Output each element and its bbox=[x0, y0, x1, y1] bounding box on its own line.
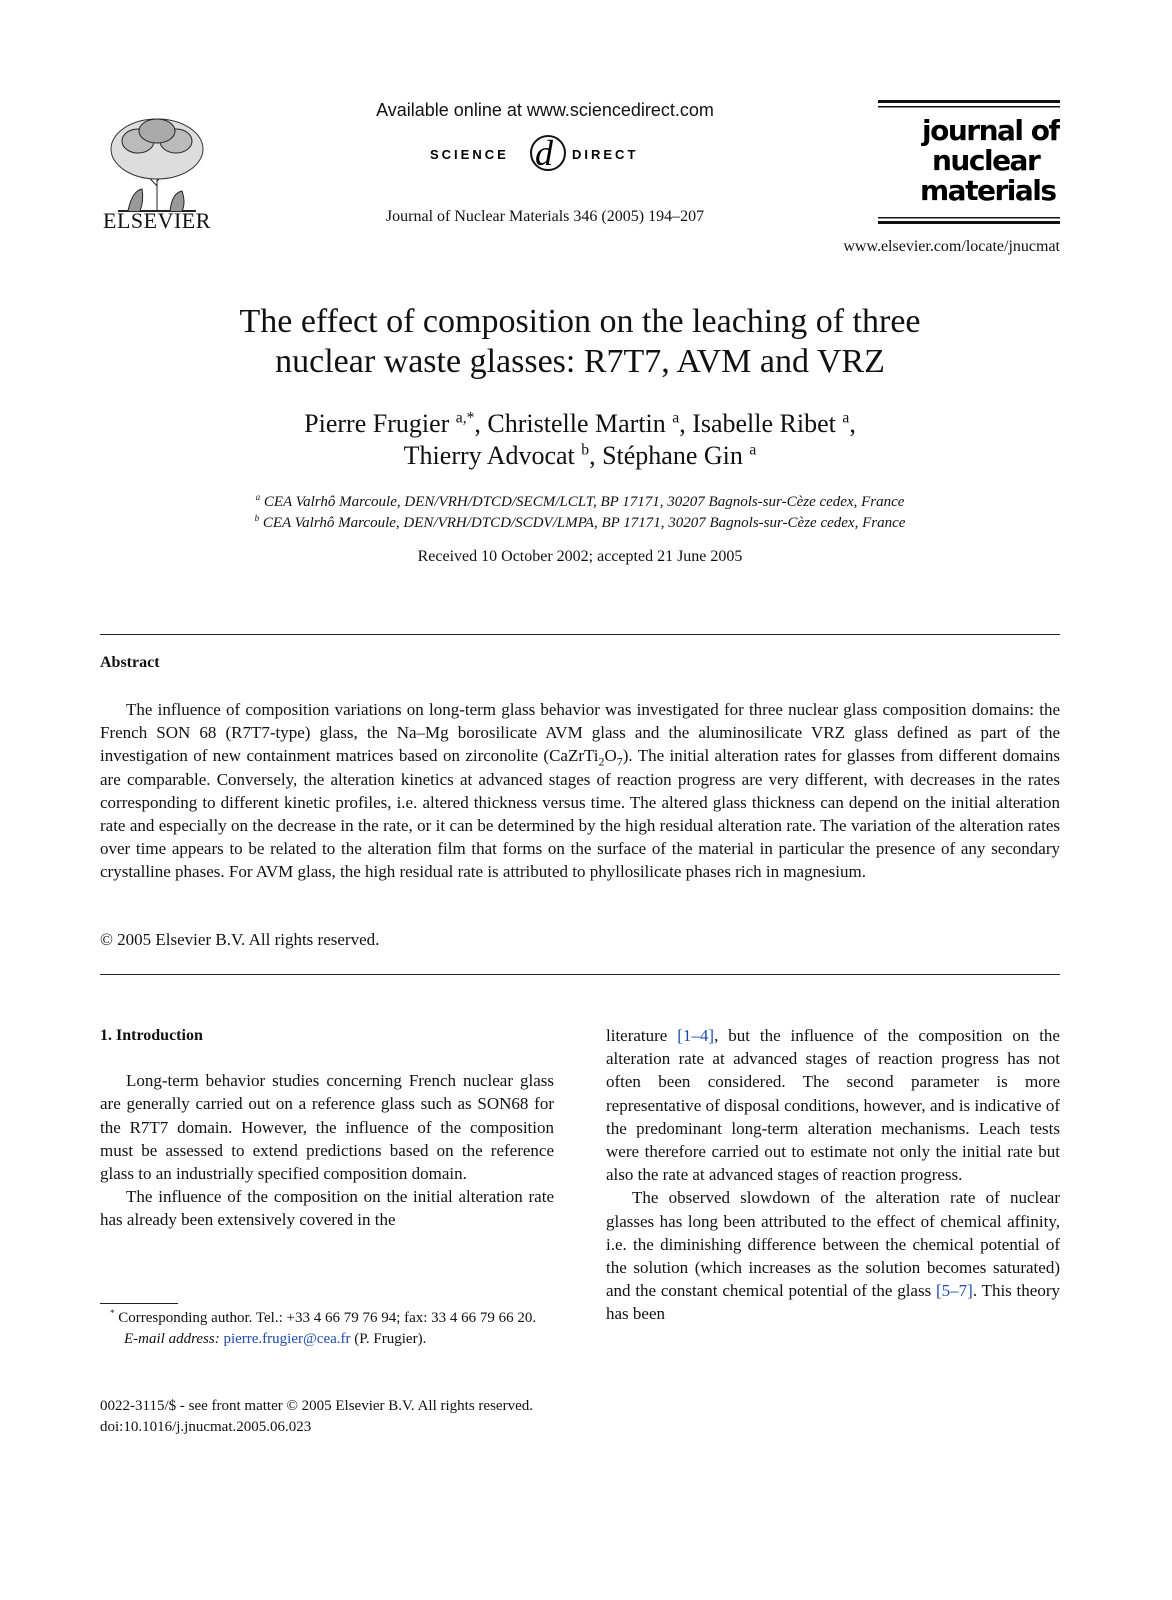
received-dates: Received 10 October 2002; accepted 21 June 2005 bbox=[417, 548, 743, 565]
author-name[interactable]: Christelle Martin bbox=[487, 409, 673, 438]
body-paragraph: Long-term behavior studies concerning French nuclear glass are generally carried out on a reference glass such as SON68 for the R7T7 domain. However, the influence of the composition must be assessed to extend predictions based on the reference glass to an industrially specified composition domain. bbox=[100, 1071, 554, 1184]
email-link[interactable]: pierre.frugier@cea.fr bbox=[223, 1331, 351, 1347]
left-column bbox=[100, 1024, 554, 1232]
issn-line: 0022-3115/$ - see front matter © 2005 Elsevier B.V. All rights reserved. bbox=[100, 1398, 533, 1414]
body-paragraph: The influence of the composition on the initial alteration rate has already been extensively covered in the bbox=[100, 1187, 554, 1230]
journal-logo-line1: journal of bbox=[922, 114, 1060, 147]
author-list bbox=[100, 408, 1060, 472]
sd-logo-right-text: DIRECT bbox=[572, 147, 639, 162]
journal-reference: Journal of Nuclear Materials 346 (2005) 194–207 bbox=[385, 208, 705, 225]
footnote bbox=[100, 1308, 554, 1350]
doi-line[interactable]: doi:10.1016/j.jnucmat.2005.06.023 bbox=[100, 1419, 312, 1435]
abstract-top-rule bbox=[100, 634, 1060, 635]
abstract-text: The influence of composition variations on long-term glass behavior was investigated for three nuclear glass composition domains: the French SON 68 (R7T7-type) glass, the Na–Mg borosilicate AVM glass and the aluminosilicate VRZ glass defined as part of the investigation of new containment matrices based on zirconolite $(CaZrTi_2O_7)$. The initial alteration rates for glasses from different domains are comparable. Conversely, the alteration kinetics at advanced stages of reaction progress are very different, with decreases in the rates corresponding to different kinetic profiles, i.e. altered thickness versus time. The altered glass thickness can depend on the initial alteration rate and especially on the decrease in the rate, or it can be determined by the high residual alteration rate. The variation of the alteration rates over time appears to be related to the alteration film that forms on the surface of the material in particular the presence of any secondary crystalline phases. For AVM glass, the high residual rate is attributed to phyllosilicate phases rich in magnesium. bbox=[100, 700, 1061, 882]
title-line-2: nuclear waste glasses: R7T7, AVM and VRZ bbox=[275, 343, 885, 380]
footnote-rule bbox=[100, 1303, 178, 1304]
body-paragraph: literature [1–4], but the influence of the composition on the alteration rate at advanced stages of reaction progress has not often been considered. The second parameter is more representative of disposal conditions, however, and is indicative of the predominant long-term alteration mechanisms. Leach tests were therefore carried out to estimate not only the initial rate but also the rate at advanced stages of reaction progress. bbox=[606, 1026, 1060, 1185]
authors-line-1: Pierre Frugier $^{a,*}$, Christelle Martin $^a$, Isabelle Ribet $^a$, bbox=[304, 409, 856, 438]
author-affiliation-mark: a bbox=[842, 409, 850, 427]
right-column bbox=[606, 1024, 1060, 1326]
journal-url[interactable]: www.elsevier.com/locate/jnucmat bbox=[843, 238, 1060, 255]
article-title bbox=[100, 302, 1060, 382]
title-line-1: The effect of composition on the leaching of three bbox=[239, 303, 921, 340]
elsevier-wordmark: ELSEVIER bbox=[103, 208, 211, 233]
sd-logo-left-text: SCIENCE bbox=[430, 147, 509, 162]
author-name[interactable]: Thierry Advocat bbox=[403, 441, 582, 470]
author-name[interactable]: Isabelle Ribet bbox=[692, 409, 843, 438]
front-matter bbox=[100, 1396, 533, 1438]
available-online-text: Available online at www.sciencedirect.com bbox=[376, 100, 714, 120]
section-heading-introduction: 1. Introduction bbox=[100, 1027, 203, 1044]
author-affiliation-mark: b bbox=[581, 441, 590, 459]
svg-text:d: d bbox=[535, 133, 553, 173]
citation-link[interactable]: [5–7] bbox=[936, 1281, 973, 1301]
corresponding-author-note: * Corresponding author. Tel.: +33 4 66 79 76 94; fax: 33 4 66 79 66 20. bbox=[110, 1308, 537, 1326]
abstract-bottom-rule bbox=[100, 974, 1060, 975]
affiliation-a: $^a$ CEA Valrhô Marcoule, DEN/VRH/DTCD/SECM/LCLT, BP 17171, 30207 Bagnols-sur-Cèze cedex, France bbox=[255, 492, 905, 510]
body-paragraph: The observed slowdown of the alteration rate of nuclear glasses has long been attributed to the effect of chemical affinity, i.e. the diminishing difference between the chemical potential of the solution (which increases as the solution becomes saturated) and the constant chemical potential of the glass [5–7]. This theory has been bbox=[606, 1188, 1060, 1324]
email-line: E-mail address: pierre.frugier@cea.fr (P. Frugier). bbox=[124, 1331, 427, 1347]
affiliations bbox=[100, 492, 1060, 534]
author-affiliation-mark: a bbox=[749, 441, 757, 459]
author-affiliation-mark: a,* bbox=[455, 409, 475, 427]
abstract-heading: Abstract bbox=[100, 654, 160, 671]
journal-logo-line3: materials bbox=[920, 174, 1056, 207]
journal-logo bbox=[878, 100, 1060, 226]
author-name[interactable]: Pierre Frugier bbox=[304, 409, 456, 438]
affiliation-b: $^b$ CEA Valrhô Marcoule, DEN/VRH/DTCD/SCDV/LMPA, BP 17171, 30207 Bagnols-sur-Cèze cedex, France bbox=[254, 513, 906, 531]
abstract-copyright: © 2005 Elsevier B.V. All rights reserved. bbox=[100, 930, 380, 949]
citation-link[interactable]: [1–4] bbox=[677, 1026, 715, 1045]
sciencedirect-logo bbox=[430, 128, 662, 178]
author-affiliation-mark: a bbox=[672, 409, 680, 427]
authors-line-2: Thierry Advocat $^b$, Stéphane Gin $^a$ bbox=[403, 441, 757, 470]
author-name[interactable]: Stéphane Gin bbox=[602, 441, 750, 470]
journal-logo-line2: nuclear bbox=[932, 144, 1040, 177]
